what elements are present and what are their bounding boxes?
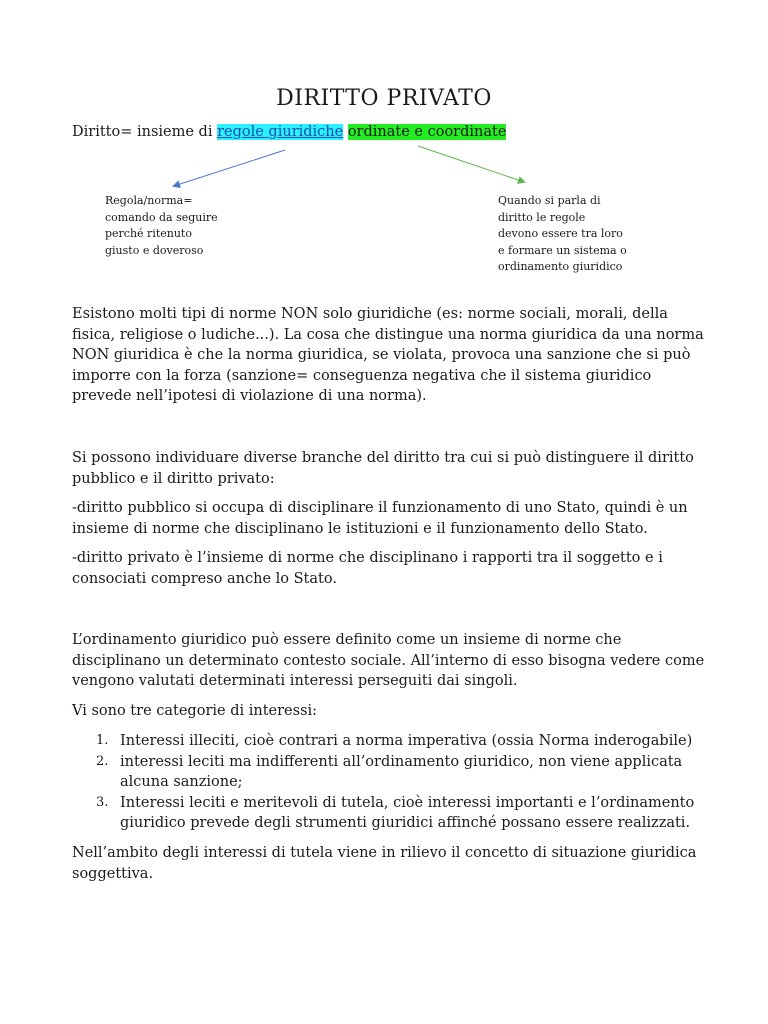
paragraph-ordinamento-giuridico: L’ordinamento giuridico può essere definito come un insieme di norme che disciplinano un determinato contesto sociale. All’interno di esso bisogna vedere come vengono valutati determinati interessi perseguiti dai singoli. bbox=[72, 632, 705, 689]
list-item bbox=[96, 731, 726, 752]
highlight-ordinate-coordinate: ordinate e coordinate bbox=[347, 124, 507, 140]
paragraph-tipi-di-norme: Esistono molti tipi di norme NON solo giuridiche (es: norme sociali, morali, della fisica, religiose o ludiche...). La cosa che distingue una norma giuridica da una norma NON giuridica è che la norma giuridica, se violata, provoca una sanzione che si può imporre con la forza (sanzione= conseguenza negativa che il sistema giuridico prevede nell’ipotesi di violazione di una norma). bbox=[72, 306, 704, 404]
arrow-right bbox=[418, 146, 524, 182]
paragraph-diritto-pubblico: -diritto pubblico si occupa di disciplinare il funzionamento di uno Stato, quindi è un insieme di norme che disciplinano le istituzioni e il funzionamento dello Stato. bbox=[72, 500, 688, 537]
note-regola-norma: Regola/norma= comando da seguire perché ritenuto giusto e doveroso bbox=[105, 194, 218, 257]
paragraph-situazione-giuridica: Nell’ambito degli interessi di tutela viene in rilievo il concetto di situazione giuridica soggettiva. bbox=[72, 845, 697, 882]
arrow-left bbox=[174, 150, 285, 186]
paragraph-diritto-privato: -diritto privato è l’insieme di norme che disciplinano i rapporti tra il soggetto e i consociati compreso anche lo Stato. bbox=[72, 550, 663, 587]
list-item bbox=[96, 752, 726, 793]
note-sistema-ordinamento: Quando si parla di diritto le regole devono essere tra loro e formare un sistema o ordinamento giuridico bbox=[498, 194, 627, 273]
list-number: 1. bbox=[96, 733, 109, 748]
list-text: interessi leciti ma indifferenti all’ordinamento giuridico, non viene applicata alcuna sanzione; bbox=[120, 753, 683, 790]
list-number: 3. bbox=[96, 794, 109, 810]
definition-line bbox=[72, 124, 506, 140]
list-text: Interessi illeciti, cioè contrari a norma imperativa (ossia Norma inderogabile) bbox=[120, 733, 693, 749]
list-number: 2. bbox=[96, 753, 109, 769]
definition-prefix: Diritto= insieme di bbox=[72, 124, 218, 140]
highlight-regole-giuridiche: regole giuridiche bbox=[217, 124, 344, 140]
list-text: Interessi leciti e meritevoli di tutela, cioè interessi importanti e l’ordinamento giuridico prevede degli strumenti giuridici affinché possano essere realizzati. bbox=[120, 794, 695, 831]
paragraph-branche-diritto: Si possono individuare diverse branche del diritto tra cui si può distinguere il diritto pubblico e il diritto privato: bbox=[72, 450, 694, 487]
page-title: DIRITTO PRIVATO bbox=[276, 86, 492, 111]
interests-list bbox=[96, 731, 726, 834]
paragraph-categorie-interessi: Vi sono tre categorie di interessi: bbox=[72, 703, 318, 719]
list-item bbox=[96, 793, 726, 834]
